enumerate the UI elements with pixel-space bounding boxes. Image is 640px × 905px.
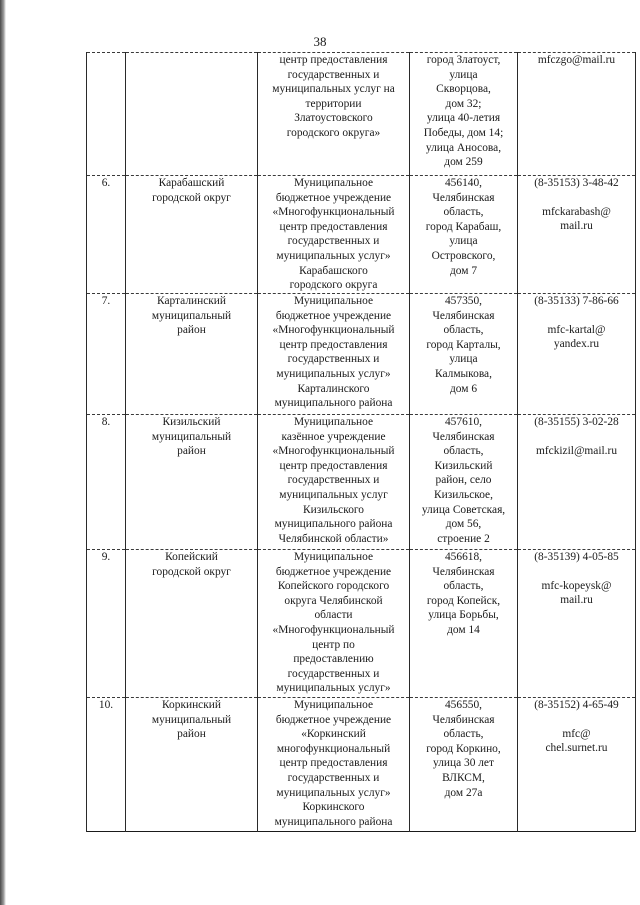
- mfc-registry-table: [86, 52, 636, 832]
- table-row: [87, 176, 636, 294]
- contact-cell: [518, 294, 636, 415]
- contact-email: mfc-kopeysk@ mail.ru: [541, 579, 612, 607]
- row-number: [87, 53, 126, 176]
- organization-cell: Муниципальное бюджетное учреждение Копейского городского округа Челябинской области «Многофункциональный центр по предоставлению государственных и муниципальных услуг»: [258, 550, 410, 698]
- table-row: [87, 550, 636, 698]
- row-number: 8.: [87, 415, 126, 550]
- contact-email: mfc-kartal@ yandex.ru: [547, 323, 606, 351]
- contact-phone: (8-35133) 7-86-66: [534, 295, 619, 307]
- table-row: [87, 53, 636, 176]
- contact-email: mfc@ chel.surnet.ru: [545, 727, 608, 755]
- municipality-cell: Копейский городской округ: [126, 550, 258, 698]
- row-number: 10.: [87, 698, 126, 832]
- table-row: [87, 415, 636, 550]
- address-cell: 457350, Челябинская область, город Карталы, улица Калмыкова, дом 6: [410, 294, 518, 415]
- municipality-cell: Кизильский муниципальный район: [126, 415, 258, 550]
- table-row: [87, 698, 636, 832]
- contact-cell: [518, 415, 636, 550]
- row-number: 6.: [87, 176, 126, 294]
- contact-cell: [518, 698, 636, 832]
- contact-cell: [518, 550, 636, 698]
- organization-cell: Муниципальное казённое учреждение «Многофункциональный центр предоставления государственных и муниципальных услуг Кизильского муниципального района Челябинской области»: [258, 415, 410, 550]
- address-cell: город Златоуст, улица Скворцова, дом 32; улица 40-летия Победы, дом 14; улица Аносова, дом 259: [410, 53, 518, 176]
- scan-edge: [0, 0, 6, 905]
- municipality-cell: [126, 53, 258, 176]
- contact-cell: [518, 53, 636, 176]
- municipality-cell: Карабашский городской округ: [126, 176, 258, 294]
- organization-cell: центр предоставления государственных и муниципальных услуг на территории Златоустовского городского округа»: [258, 53, 410, 176]
- contact-phone: (8-35153) 3-48-42: [534, 177, 619, 189]
- organization-cell: Муниципальное бюджетное учреждение «Многофункциональный центр предоставления государственных и муниципальных услуг» Карталинского муниципального района: [258, 294, 410, 415]
- municipality-cell: Коркинский муниципальный район: [126, 698, 258, 832]
- contact-phone: (8-35152) 4-65-49: [534, 699, 619, 711]
- contact-email: mfckizil@mail.ru: [535, 444, 618, 457]
- contact-phone: (8-35155) 3-02-28: [534, 416, 619, 428]
- table-body: [87, 53, 636, 832]
- contact-phone: (8-35139) 4-05-85: [534, 551, 619, 563]
- table-row: [87, 294, 636, 415]
- row-number: 9.: [87, 550, 126, 698]
- organization-cell: Муниципальное бюджетное учреждение «Коркинский многофункциональный центр предоставления государственных и муниципальных услуг» Коркинского муниципального района: [258, 698, 410, 832]
- organization-cell: Муниципальное бюджетное учреждение «Многофункциональный центр предоставления государственных и муниципальных услуг» Карабашского городского округа: [258, 176, 410, 294]
- contact-email: mfczgo@mail.ru: [537, 54, 616, 66]
- contact-cell: [518, 176, 636, 294]
- municipality-cell: Карталинский муниципальный район: [126, 294, 258, 415]
- address-cell: 456140, Челябинская область, город Карабаш, улица Островского, дом 7: [410, 176, 518, 294]
- page-number: 38: [313, 34, 327, 49]
- contact-email: mfckarabash@ mail.ru: [542, 205, 611, 233]
- address-cell: 457610, Челябинская область, Кизильский район, село Кизильское, улица Советская, дом 56, строение 2: [410, 415, 518, 550]
- address-cell: 456550, Челябинская область, город Коркино, улица 30 лет ВЛКСМ, дом 27а: [410, 698, 518, 832]
- row-number: 7.: [87, 294, 126, 415]
- address-cell: 456618, Челябинская область, город Копейск, улица Борьбы, дом 14: [410, 550, 518, 698]
